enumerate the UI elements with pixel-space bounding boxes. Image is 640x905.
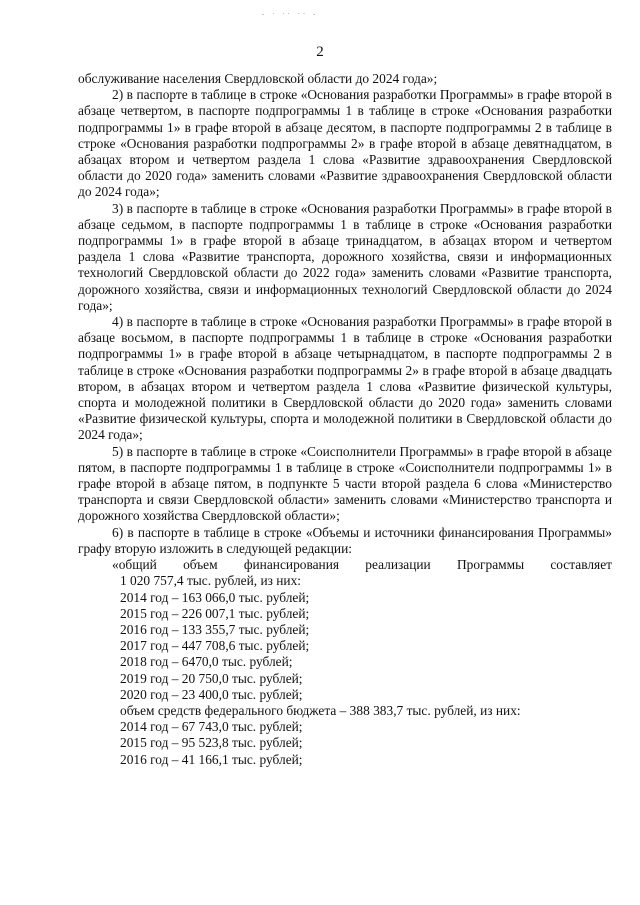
funding-year-line: 2015 год – 226 007,1 тыс. рублей; <box>120 605 310 621</box>
federal-year-line: 2014 год – 67 743,0 тыс. рублей; <box>120 719 303 735</box>
federal-budget-line: объем средств федерального бюджета – 388 383,7 тыс. рублей, из них: <box>120 702 521 718</box>
scan-artifact: - · ·· ·· - <box>262 10 319 18</box>
funding-total-amount: 1 020 757,4 тыс. рублей, из них: <box>120 573 301 589</box>
paragraph: 6) в паспорте в таблице в строке «Объемы и источники финансирования Программы» графу вторую изложить в следующей редакции: <box>78 524 612 556</box>
funding-year-line: 2014 год – 163 066,0 тыс. рублей; <box>120 589 310 605</box>
funding-year-line: 2017 год – 447 708,6 тыс. рублей; <box>120 638 310 654</box>
paragraph: 5) в паспорте в таблице в строке «Соисполнители Программы» в графе второй в абзаце пятом, в паспорте подпрограммы 1 в таблице в строке «Соисполнители подпрограммы 1» в графе второй в абзаце пятом, в подпункте 5 части второй раздела 6 слова «Министерство транспорта и связи Свердловской области» заменить словами «Министерство транспорта и дорожного хозяйства Свердловской области»; <box>78 443 612 524</box>
funding-block <box>78 557 612 768</box>
federal-year-line: 2016 год – 41 166,1 тыс. рублей; <box>120 751 303 767</box>
paragraph: 4) в паспорте в таблице в строке «Основания разработки Программы» в графе второй в абзаце восьмом, в паспорте подпрограммы 1 в таблице в строке «Основания разработки подпрограммы 1» в графе второй в абзаце четырнадцатом, в паспорте подпрограммы 2 в таблице в строке «Основания разработки подпрограммы 2» в графе второй в абзаце двадцать втором, в абзацах втором и четвертом раздела 1 слова «Развитие физической культуры, спорта и молодежной политики в Свердловской области до 2020 года» заменить словами «Развитие физической культуры, спорта и молодежной политики в Свердловской области до 2024 года»; <box>78 314 612 443</box>
federal-year-line: 2015 год – 95 523,8 тыс. рублей; <box>120 735 303 751</box>
funding-year-line: 2016 год – 133 355,7 тыс. рублей; <box>120 621 310 637</box>
funding-year-line: 2018 год – 6470,0 тыс. рублей; <box>120 654 293 670</box>
funding-year-line: 2019 год – 20 750,0 тыс. рублей; <box>120 670 303 686</box>
page-number: 2 <box>316 44 324 60</box>
paragraph: 2) в паспорте в таблице в строке «Основания разработки Программы» в графе второй в абзаце четвертом, в паспорте подпрограммы 1 в таблице в строке «Основания разработки подпрограммы 1» в графе второй в абзаце десятом, в паспорте подпрограммы 2 в таблице в строке «Основания разработки подпрограммы 2» в графе второй в абзаце девятнадцатом, в абзацах втором и четвертом раздела 1 слова «Развитие здравоохранения Свердловской области до 2020 года» заменить словами «Развитие здравоохранения Свердловской области до 2024 года»; <box>78 87 612 200</box>
document-body <box>78 71 612 768</box>
funding-total-line: «общий объем финансирования реализации Программы составляет <box>112 557 612 573</box>
funding-year-line: 2020 год – 23 400,0 тыс. рублей; <box>120 686 303 702</box>
paragraph: 3) в паспорте в таблице в строке «Основания разработки Программы» в графе второй в абзаце седьмом, в паспорте подпрограммы 1 в таблице в строке «Основания разработки подпрограммы 1» в графе второй в абзаце тринадцатом, в абзацах втором и четвертом раздела 1 слова «Развитие транспорта, дорожного хозяйства, связи и информационных технологий Свердловской области до 2022 года» заменить словами «Развитие транспорта, дорожного хозяйства, связи и информационных технологий Свердловской области до 2024 года»; <box>78 200 612 313</box>
paragraph: обслуживание населения Свердловской области до 2024 года»; <box>78 71 438 86</box>
